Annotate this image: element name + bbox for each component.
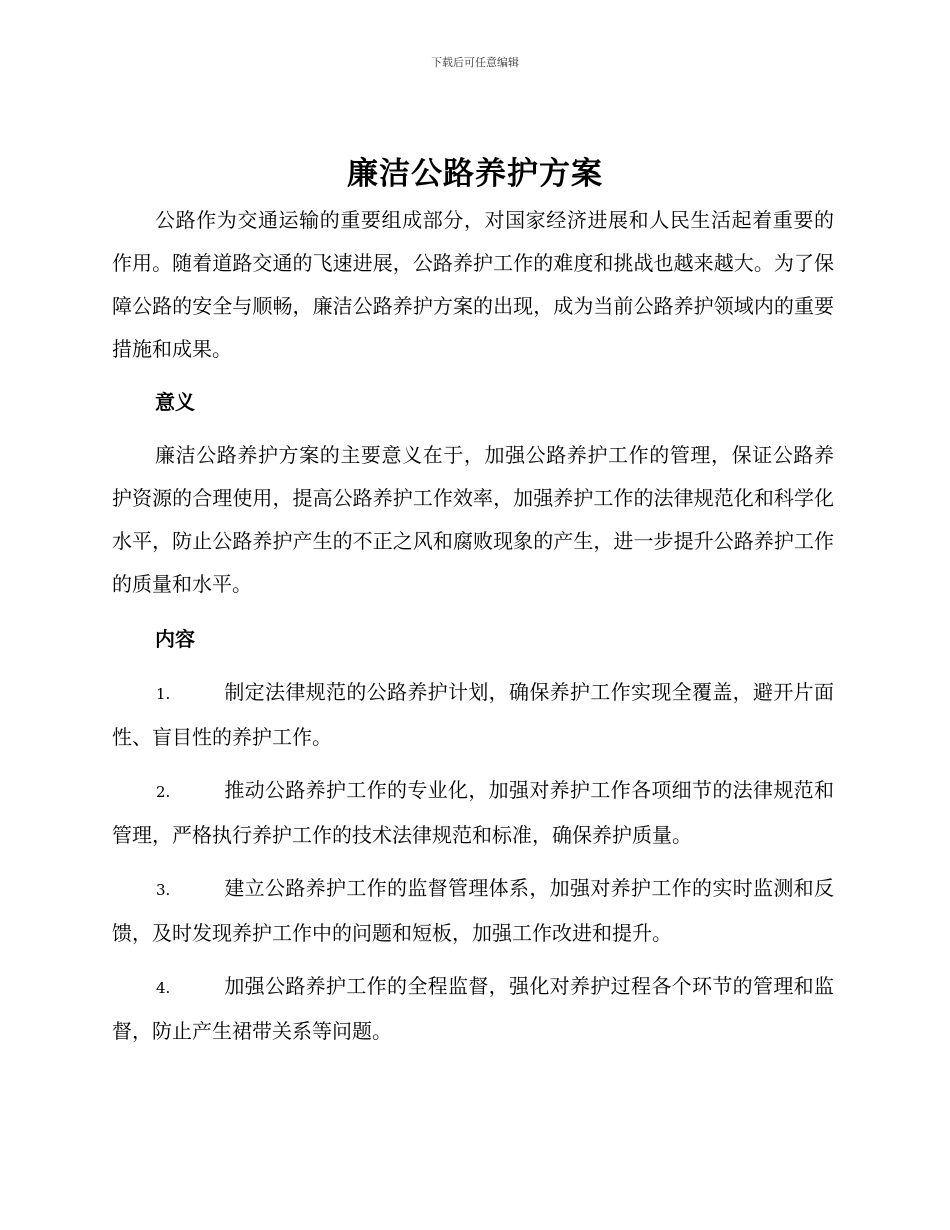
- list-item-text: 建立公路养护工作的监督管理体系，加强对养护工作的实时监测和反馈，及时发现养护工作中的问题和短板，加强工作改进和提升。: [112, 876, 834, 945]
- list-item: [112, 867, 834, 955]
- list-item: [112, 671, 834, 759]
- list-item-number: 1.: [156, 685, 171, 703]
- list-item-number: 2.: [156, 783, 171, 801]
- document-body: [112, 199, 834, 1053]
- intro-paragraph: 公路作为交通运输的重要组成部分，对国家经济进展和人民生活起着重要的作用。随着道路交通的飞速进展，公路养护工作的难度和挑战也越来越大。为了保障公路的安全与顺畅，廉洁公路养护方案的出现，成为当前公路养护领域内的重要措施和成果。: [112, 208, 834, 361]
- section-heading-content: 内容: [155, 627, 195, 651]
- list-item-text: 推动公路养护工作的专业化，加强对养护工作各项细节的法律规范和管理，严格执行养护工作的技术法律规范和标准，确保养护质量。: [112, 778, 834, 847]
- list-item: [112, 769, 834, 857]
- list-item-number: 3.: [156, 881, 171, 899]
- header-note: 下载后可任意编辑: [431, 56, 519, 69]
- list-item: [112, 965, 834, 1053]
- list-item-number: 4.: [156, 979, 171, 997]
- document-title: 廉洁公路养护方案: [347, 156, 603, 192]
- meaning-paragraph: 廉洁公路养护方案的主要意义在于，加强公路养护工作的管理，保证公路养护资源的合理使用，提高公路养护工作效率，加强养护工作的法律规范化和科学化水平，防止公路养护产生的不正之风和腐败现象的产生，进一步提升公路养护工作的质量和水平。: [112, 443, 834, 596]
- list-item-text: 制定法律规范的公路养护计划，确保养护工作实现全覆盖，避开片面性、盲目性的养护工作。: [112, 680, 834, 749]
- section-heading-meaning: 意义: [155, 390, 195, 414]
- list-item-text: 加强公路养护工作的全程监督，强化对养护过程各个环节的管理和监督，防止产生裙带关系等问题。: [112, 974, 834, 1043]
